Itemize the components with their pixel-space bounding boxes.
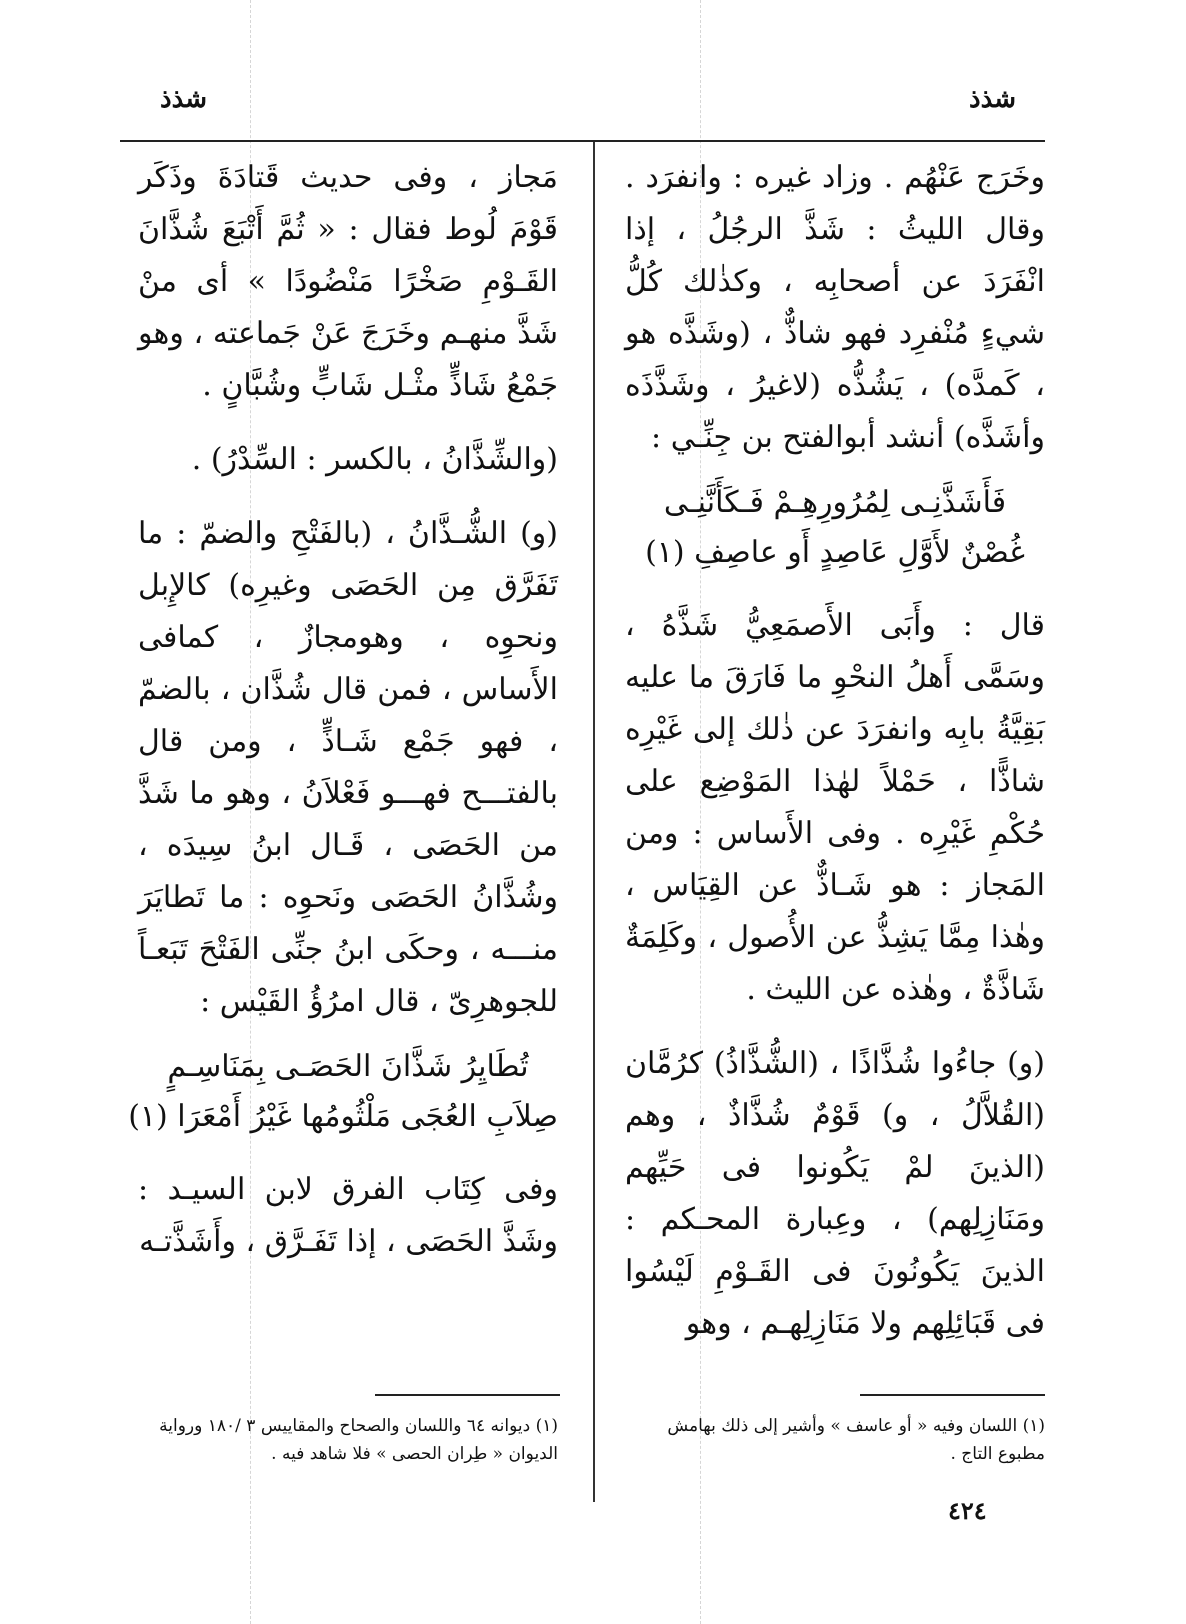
left-column — [128, 152, 558, 1282]
paragraph: (و) جاءُوا شُذَّاذًا ، (الشُّذَّاذُ) كرُمَّان (القُلاَّلُ ، و) قَوْمٌ شُذَّاذٌ ، وهم (الذينَ لمْ يَكُونوا فى حَيِّهم ومَنَازِلِهم) ، وعِبارة المحـكم : الذينَ يَكُونُونَ فى القَـوْمِ لَيْسُوا فى قَبَائِلِهم ولا مَنَازِلِهـم ، وهو — [625, 1046, 1045, 1341]
header-rule — [120, 140, 1045, 142]
column-divider — [593, 142, 595, 1502]
paragraph: قال : وأَبَى الأَصمَعِيُّ شَذَّهُ ، وسَمَّى أَهلُ النحْوِ ما فَارَقَ ما عليه بَقِيَّةُ بابِه وانفرَدَ عن ذٰلك إلى غَيْرِه شاذًّا ، حَمْلاً لهٰذا المَوْضِع على حُكْمِ غَيْرِه . وفى الأَساس : ومن المَجاز : هو شَـاذٌّ عن القِيَاس ، وهٰذا مِمَّا يَشِذُّ عن الأُصول ، وكَلِمَةٌ شَاذَّةٌ ، وهٰذه عن الليث . — [625, 608, 1045, 1007]
paragraph: وخَرَج عَنْهُم . وزاد غيره : وانفرَد . وقال الليثُ : شَذَّ الرجُلُ ، إذا انْفَرَدَ عن أصحابِه ، وكذٰلك كُلُّ شيءٍ مُنْفرِد فهو شاذٌّ ، (وشَذَّه هو ، كَمدَّه) ، يَشُذُّه (لاغيرُ ، وشَذَّذَه وأشَذَّه) أنشد أبوالفتح بن جِنِّـي : — [625, 160, 1045, 455]
verse-line: غُصْنٌ لأَوَّلِ عَاصِدٍ أَو عاصِفِ (١) — [645, 535, 1025, 570]
right-column — [625, 152, 1045, 1364]
paragraph: (والشِّذَّانُ ، بالكسر : السِّدْرُ) . — [191, 442, 558, 477]
running-header-left: شذذ — [160, 84, 208, 114]
verse-line: صِلاَبِ العُجَى مَلْثُومُها غَيْرُ أَمْعَرَا (١) — [128, 1099, 558, 1134]
paragraph: وفى كِتَاب الفرق لابن السيـد : وشَذَّ الحَصَى ، إذا تَفَـرَّق ، وأَشَذَّتـه — [138, 1172, 558, 1259]
verse — [625, 478, 1045, 578]
paragraph: مَجاز ، وفى حديث قَتادَةَ وذَكَر قَوْمَ لُوط فقال : « ثُمَّ أَتْبَعَ شُذَّانَ القَـوْمِ صَخْرًا مَنْضُودًا » أى منْ شَذَّ منهـم وخَرَجَ عَنْ جَماعته ، وهو جَمْعُ شَاذٍّ مثْـل شَابٍّ وشُبَّانٍ . — [138, 160, 558, 403]
footnote-left: (١) ديوانه ٦٤ واللسان والصحاح والمقاييس ٣ /١٨٠ ورواية الديوان « طِران الحصى » فلا شاهد فيه . — [159, 1416, 558, 1464]
paragraph: (و) الشُّـذَّانُ ، (بالفَتْحِ والضمّ : ما تَفَرَّق مِن الحَصَى وغيرِه) كالإِبل ونحوِه ، وهومجازٌ ، كمافى الأَساس ، فمن قال شُذَّان ، بالضمّ ، فهو جَمْع شَـاذٍّ ، ومن قال بالفتـــح فهـــو فَعْلاَنُ ، وهو ما شَذَّ من الحَصَى ، قَـال ابنُ سِيدَه ، وشُذَّانُ الحَصَى ونَحوِه : ما تَطايَرَ منـــه ، وحكَى ابنُ جنِّى الفَتْحَ تَبَعـاً للجوهرِىّ ، قال امرُؤُ القَيْس : — [138, 516, 558, 1019]
verse-line: فَأَشَذَّنِـى لِمُرُورِهِـمْ فَـكَأَنَّنِـى — [663, 485, 1007, 520]
footnote-rule — [860, 1394, 1045, 1396]
footnote-right: (١) اللسان وفيه « أو عاسف » وأشير إلى ذلك بهامش مطبوع التاج . — [667, 1416, 1045, 1464]
verse — [128, 1042, 558, 1142]
verse-line: تُطَايِرُ شَذَّانَ الحَصَـى بِمَنَاسِـمٍ — [167, 1049, 529, 1084]
footnote-rule — [375, 1394, 560, 1396]
running-header-right: شذذ — [968, 84, 1016, 114]
page-number: ٤٢٤ — [948, 1496, 987, 1525]
